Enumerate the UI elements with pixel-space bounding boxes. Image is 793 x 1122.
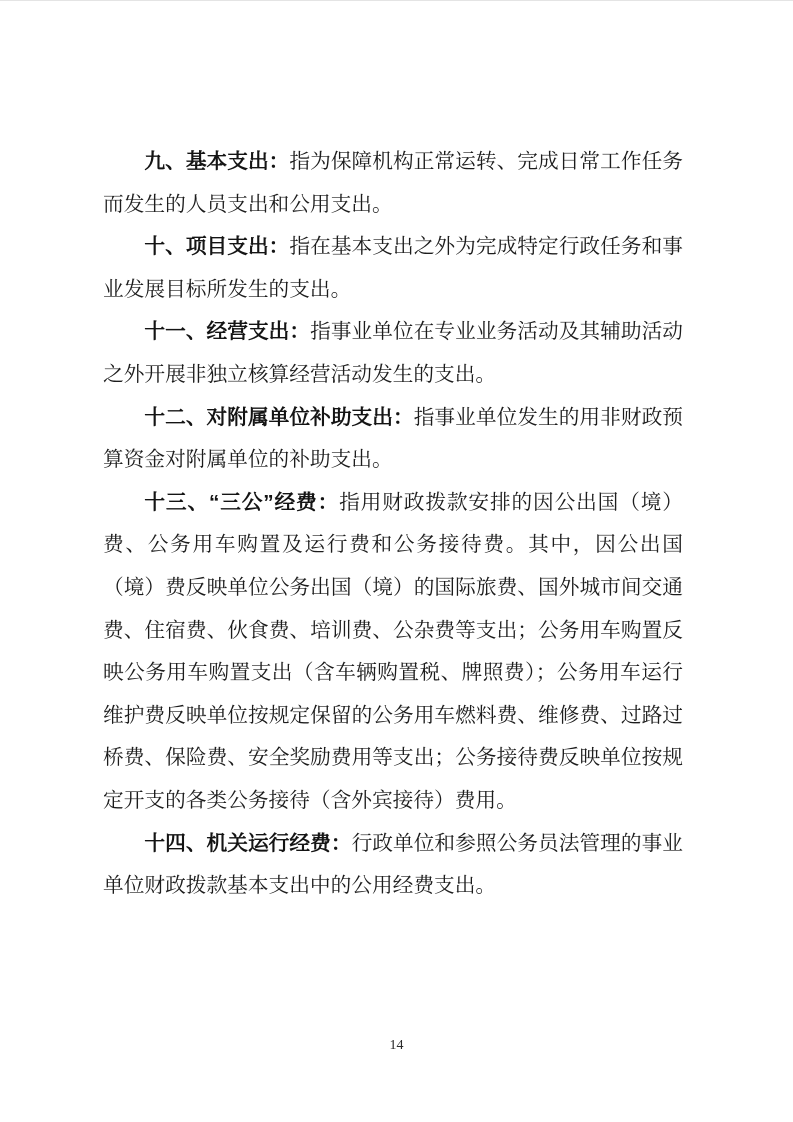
document-body bbox=[103, 141, 683, 908]
page-number: 14 bbox=[389, 1038, 404, 1053]
section-body: 指用财政拨款安排的因公出国（境）费、公务用车购置及运行费和公务接待费。其中，因公出国（境）费反映单位公务出国（境）的国际旅费、国外城市间交通费、住宿费、伙食费、培训费、公杂费等支出；公务用车购置反映公务用车购置支出（含车辆购置税、牌照费）；公务用车运行维护费反映单位按规定保留的公务用车燃料费、维修费、过路过桥费、保险费、安全奖励费用等支出；公务接待费反映单位按规定开支的各类公务接待（含外宾接待）费用。 bbox=[103, 491, 683, 812]
section-body: 指在基本支出之外为完成特定行政任务和事业发展目标所发生的支出。 bbox=[103, 236, 683, 301]
page-footer bbox=[0, 1037, 793, 1055]
paragraph-11-operating-expenditure bbox=[103, 311, 683, 396]
section-heading: 十一、经营支出： bbox=[144, 320, 311, 344]
paragraph-10-project-expenditure bbox=[103, 226, 683, 311]
paragraph-14-agency-operating-funds bbox=[103, 823, 683, 908]
paragraph-13-three-public-funds bbox=[103, 482, 683, 823]
section-heading: 十三、“三公”经费： bbox=[144, 490, 340, 514]
section-body: 行政单位和参照公务员法管理的事业单位财政拨款基本支出中的公用经费支出。 bbox=[103, 832, 683, 898]
section-body: 指为保障机构正常运转、完成日常工作任务而发生的人员支出和公用支出。 bbox=[103, 151, 683, 216]
section-body: 指事业单位在专业业务活动及其辅助活动之外开展非独立核算经营活动发生的支出。 bbox=[103, 321, 683, 386]
paragraph-9-basic-expenditure bbox=[103, 141, 683, 226]
section-heading: 九、基本支出： bbox=[144, 150, 290, 173]
section-body: 指事业单位发生的用非财政预算资金对附属单位的补助支出。 bbox=[103, 406, 683, 472]
section-heading: 十、项目支出： bbox=[144, 235, 290, 259]
section-heading: 十二、对附属单位补助支出： bbox=[144, 405, 414, 429]
paragraph-12-affiliated-unit-subsidy-expenditure bbox=[103, 397, 683, 482]
section-heading: 十四、机关运行经费： bbox=[144, 831, 352, 855]
